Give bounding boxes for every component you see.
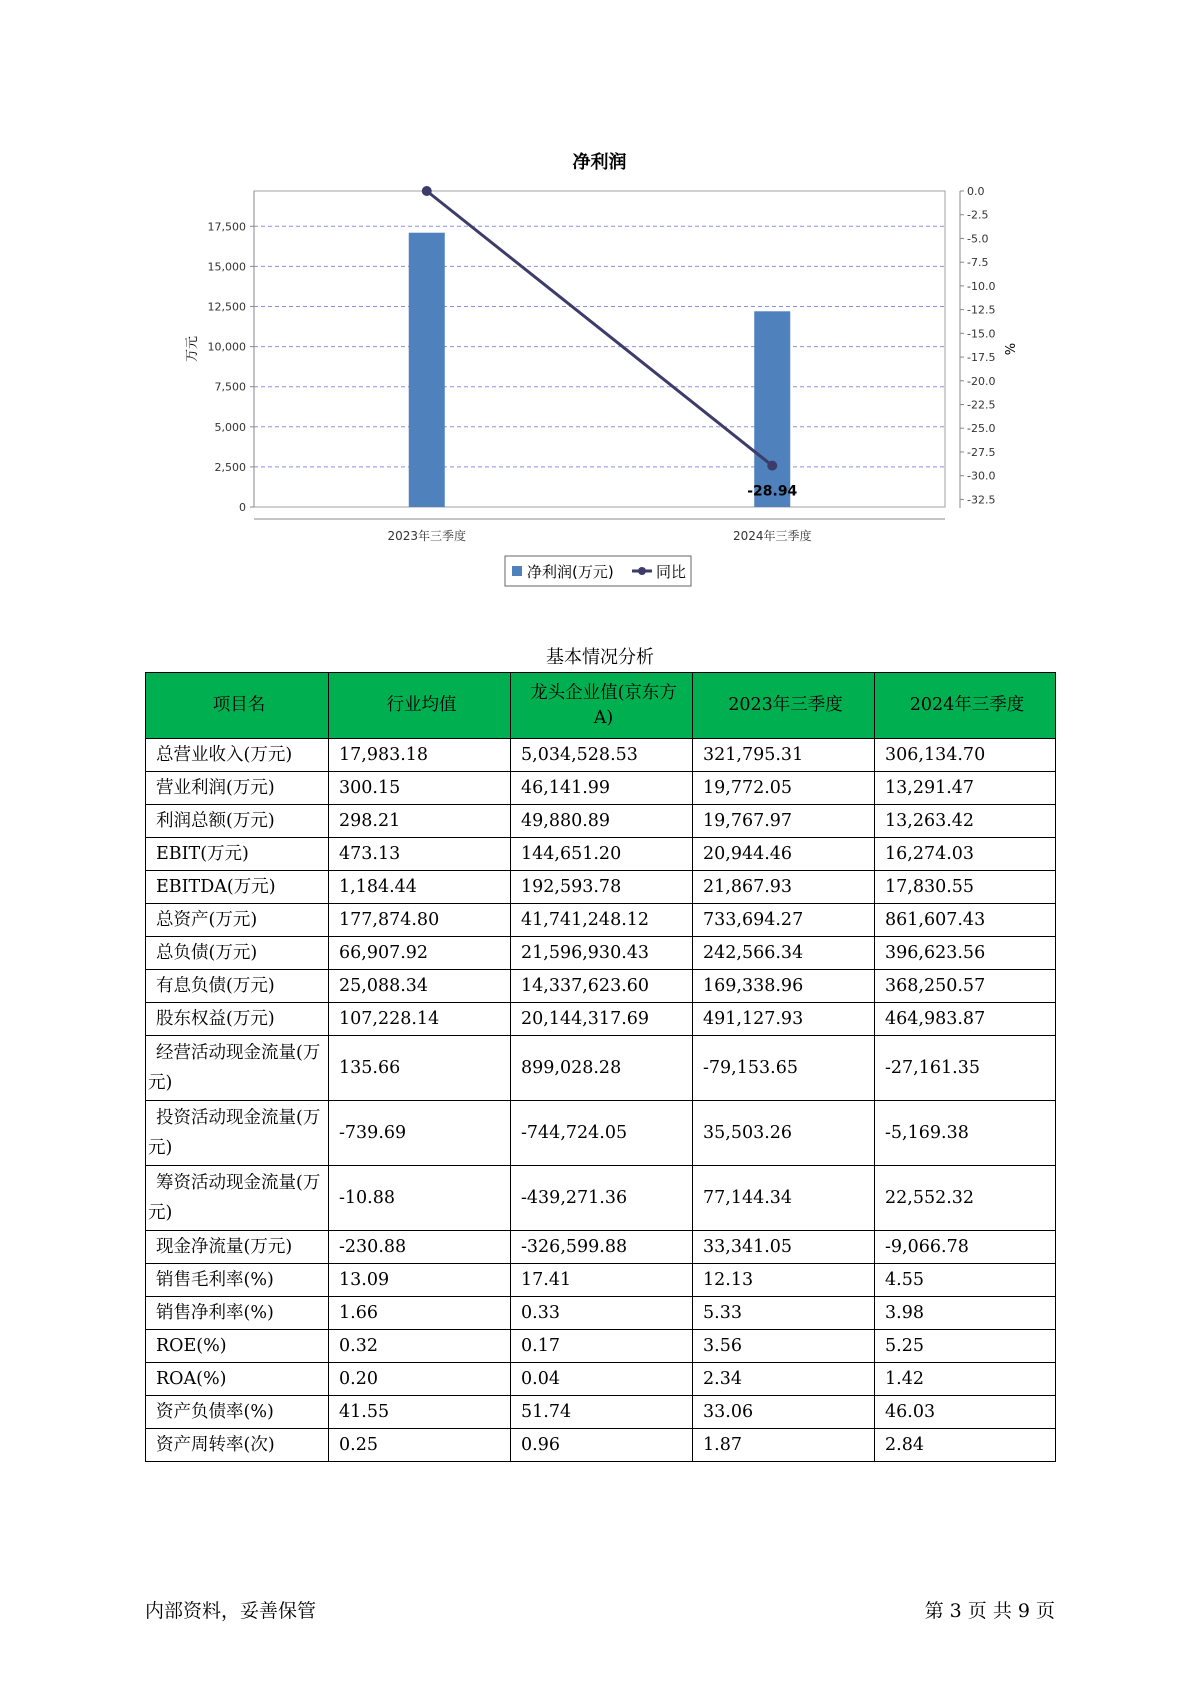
- y-tick-label: 2,500: [214, 460, 246, 474]
- y-tick-label: 15,000: [207, 260, 246, 274]
- y2-tick-label: -12.5: [967, 303, 996, 317]
- footer-confidential-note: 内部资料，妥善保管: [145, 1600, 317, 1622]
- row-value: 25,088.34: [329, 970, 511, 1003]
- chart-title: 净利润: [572, 152, 627, 173]
- y-tick-label: 5,000: [214, 420, 246, 434]
- row-value: 0.96: [511, 1429, 693, 1462]
- row-value: 13,291.47: [875, 772, 1056, 805]
- row-value: 66,907.92: [329, 937, 511, 970]
- row-value: -10.88: [329, 1166, 511, 1231]
- bar: [754, 311, 790, 507]
- row-value: 19,767.97: [693, 805, 875, 838]
- row-value: 0.04: [511, 1363, 693, 1396]
- y-tick-label: 0: [239, 501, 246, 514]
- table-row: [146, 1363, 1056, 1396]
- table-row: [146, 1036, 1056, 1101]
- row-value: 368,250.57: [875, 970, 1056, 1003]
- row-value: 0.32: [329, 1330, 511, 1363]
- row-value: 135.66: [329, 1036, 511, 1101]
- table-row: [146, 1231, 1056, 1264]
- row-value: 0.25: [329, 1429, 511, 1462]
- row-label: 总负债(万元): [146, 937, 329, 970]
- yoy-point: [422, 186, 432, 196]
- table-row: [146, 1003, 1056, 1036]
- row-value: 20,144,317.69: [511, 1003, 693, 1036]
- header-industry-average: 行业均值: [329, 673, 511, 739]
- y2-tick-label: -32.5: [967, 493, 996, 507]
- row-value: 17,830.55: [875, 871, 1056, 904]
- row-label: 销售毛利率(%): [146, 1264, 329, 1297]
- x-tick-label: 2023年三季度: [387, 529, 467, 543]
- row-value: 306,134.70: [875, 739, 1056, 772]
- y-tick-label: 7,500: [214, 380, 246, 394]
- row-value: 41.55: [329, 1396, 511, 1429]
- y2-tick-label: -27.5: [967, 445, 996, 459]
- header-item-name: 项目名: [146, 673, 329, 739]
- yoy-point: [767, 461, 777, 471]
- table-row: [146, 838, 1056, 871]
- row-value: 298.21: [329, 805, 511, 838]
- row-value: 2.84: [875, 1429, 1056, 1462]
- row-label: 有息负债(万元): [146, 970, 329, 1003]
- row-value: 5,034,528.53: [511, 739, 693, 772]
- table-row: [146, 970, 1056, 1003]
- y-axis-label: 万元: [185, 335, 200, 363]
- row-value: 733,694.27: [693, 904, 875, 937]
- row-label: ROE(%): [146, 1330, 329, 1363]
- row-label: 销售净利率(%): [146, 1297, 329, 1330]
- row-value: 1.66: [329, 1297, 511, 1330]
- table-row: [146, 1330, 1056, 1363]
- row-value: 46.03: [875, 1396, 1056, 1429]
- analysis-table: [145, 672, 1056, 1462]
- row-value: 192,593.78: [511, 871, 693, 904]
- row-value: 464,983.87: [875, 1003, 1056, 1036]
- row-value: 77,144.34: [693, 1166, 875, 1231]
- row-label: 资产周转率(次): [146, 1429, 329, 1462]
- row-value: 35,503.26: [693, 1101, 875, 1166]
- y-tick-label: 10,000: [207, 340, 246, 354]
- row-value: 0.17: [511, 1330, 693, 1363]
- row-value: 3.56: [693, 1330, 875, 1363]
- legend-bar-label: 净利润(万元): [527, 563, 614, 581]
- row-label: EBIT(万元): [146, 838, 329, 871]
- table-row: [146, 805, 1056, 838]
- y2-axis-label: %: [1001, 342, 1016, 356]
- row-value: 861,607.43: [875, 904, 1056, 937]
- y2-tick-label: -7.5: [967, 256, 989, 270]
- y-tick-label: 17,500: [207, 220, 246, 234]
- row-label: EBITDA(万元): [146, 871, 329, 904]
- table-caption: 基本情况分析: [546, 647, 654, 668]
- row-value: 49,880.89: [511, 805, 693, 838]
- y2-tick-label: -22.5: [967, 398, 996, 412]
- table-row: [146, 904, 1056, 937]
- table-row: [146, 871, 1056, 904]
- table-row: [146, 1101, 1056, 1166]
- row-value: 107,228.14: [329, 1003, 511, 1036]
- row-value: 51.74: [511, 1396, 693, 1429]
- row-value: 144,651.20: [511, 838, 693, 871]
- y2-tick-label: -10.0: [967, 279, 996, 293]
- y2-tick-label: 0.0: [967, 185, 985, 198]
- y2-tick-label: -15.0: [967, 327, 996, 341]
- row-value: 1.42: [875, 1363, 1056, 1396]
- row-value: 1,184.44: [329, 871, 511, 904]
- row-value: 5.25: [875, 1330, 1056, 1363]
- y2-tick-label: -25.0: [967, 422, 996, 436]
- row-value: 0.20: [329, 1363, 511, 1396]
- row-value: 321,795.31: [693, 739, 875, 772]
- y2-tick-label: -2.5: [967, 208, 989, 222]
- row-label: 营业利润(万元): [146, 772, 329, 805]
- row-value: 17,983.18: [329, 739, 511, 772]
- row-label: 股东权益(万元): [146, 1003, 329, 1036]
- row-value: -9,066.78: [875, 1231, 1056, 1264]
- y2-tick-label: -20.0: [967, 374, 996, 388]
- row-label: 总营业收入(万元): [146, 739, 329, 772]
- row-label: 资产负债率(%): [146, 1396, 329, 1429]
- row-value: 1.87: [693, 1429, 875, 1462]
- row-value: 14,337,623.60: [511, 970, 693, 1003]
- row-value: 396,623.56: [875, 937, 1056, 970]
- row-value: 13.09: [329, 1264, 511, 1297]
- table-body: [146, 739, 1056, 1462]
- header-2024-q3: 2024年三季度: [875, 673, 1056, 739]
- row-value: 491,127.93: [693, 1003, 875, 1036]
- row-value: 177,874.80: [329, 904, 511, 937]
- row-label: 经营活动现金流量(万元): [146, 1036, 329, 1101]
- row-value: 17.41: [511, 1264, 693, 1297]
- yoy-line: [427, 191, 773, 466]
- row-value: 4.55: [875, 1264, 1056, 1297]
- row-value: 0.33: [511, 1297, 693, 1330]
- plot-area: [254, 191, 945, 507]
- row-value: 16,274.03: [875, 838, 1056, 871]
- y2-tick-label: -5.0: [967, 232, 989, 246]
- header-2023-q3: 2023年三季度: [693, 673, 875, 739]
- row-label: 投资活动现金流量(万元): [146, 1101, 329, 1166]
- row-value: 41,741,248.12: [511, 904, 693, 937]
- row-value: 899,028.28: [511, 1036, 693, 1101]
- row-value: 3.98: [875, 1297, 1056, 1330]
- row-value: -739.69: [329, 1101, 511, 1166]
- row-value: 46,141.99: [511, 772, 693, 805]
- table-header-row: [146, 673, 1056, 739]
- row-value: -230.88: [329, 1231, 511, 1264]
- row-value: 21,867.93: [693, 871, 875, 904]
- table-row: [146, 1429, 1056, 1462]
- header-leader-value: 龙头企业值(京东方A): [511, 673, 693, 739]
- data-label: -28.94: [747, 483, 798, 500]
- row-value: 2.34: [693, 1363, 875, 1396]
- net-profit-chart: [0, 0, 1191, 600]
- table-row: [146, 937, 1056, 970]
- row-value: -5,169.38: [875, 1101, 1056, 1166]
- footer-page-number: 第 3 页 共 9 页: [924, 1600, 1055, 1622]
- row-label: 利润总额(万元): [146, 805, 329, 838]
- row-label: 筹资活动现金流量(万元): [146, 1166, 329, 1231]
- row-value: 20,944.46: [693, 838, 875, 871]
- y2-tick-label: -30.0: [967, 469, 996, 483]
- row-value: 33.06: [693, 1396, 875, 1429]
- row-value: 13,263.42: [875, 805, 1056, 838]
- y-tick-label: 12,500: [207, 300, 246, 314]
- table-row: [146, 739, 1056, 772]
- row-value: 242,566.34: [693, 937, 875, 970]
- row-label: ROA(%): [146, 1363, 329, 1396]
- row-value: 473.13: [329, 838, 511, 871]
- row-value: -79,153.65: [693, 1036, 875, 1101]
- table-row: [146, 1166, 1056, 1231]
- row-value: -27,161.35: [875, 1036, 1056, 1101]
- row-value: -326,599.88: [511, 1231, 693, 1264]
- row-value: 169,338.96: [693, 970, 875, 1003]
- row-label: 总资产(万元): [146, 904, 329, 937]
- row-value: 300.15: [329, 772, 511, 805]
- row-value: 19,772.05: [693, 772, 875, 805]
- row-value: -439,271.36: [511, 1166, 693, 1231]
- table-row: [146, 772, 1056, 805]
- bar: [409, 233, 445, 507]
- row-value: 21,596,930.43: [511, 937, 693, 970]
- row-value: 5.33: [693, 1297, 875, 1330]
- x-tick-label: 2024年三季度: [732, 529, 812, 543]
- row-label: 现金净流量(万元): [146, 1231, 329, 1264]
- row-value: 22,552.32: [875, 1166, 1056, 1231]
- row-value: 12.13: [693, 1264, 875, 1297]
- legend-line-label: 同比: [656, 563, 687, 581]
- table-row: [146, 1297, 1056, 1330]
- legend-line-marker: [638, 567, 646, 575]
- table-row: [146, 1264, 1056, 1297]
- legend-bar-swatch: [512, 566, 522, 576]
- row-value: 33,341.05: [693, 1231, 875, 1264]
- row-value: -744,724.05: [511, 1101, 693, 1166]
- y2-tick-label: -17.5: [967, 351, 996, 365]
- table-row: [146, 1396, 1056, 1429]
